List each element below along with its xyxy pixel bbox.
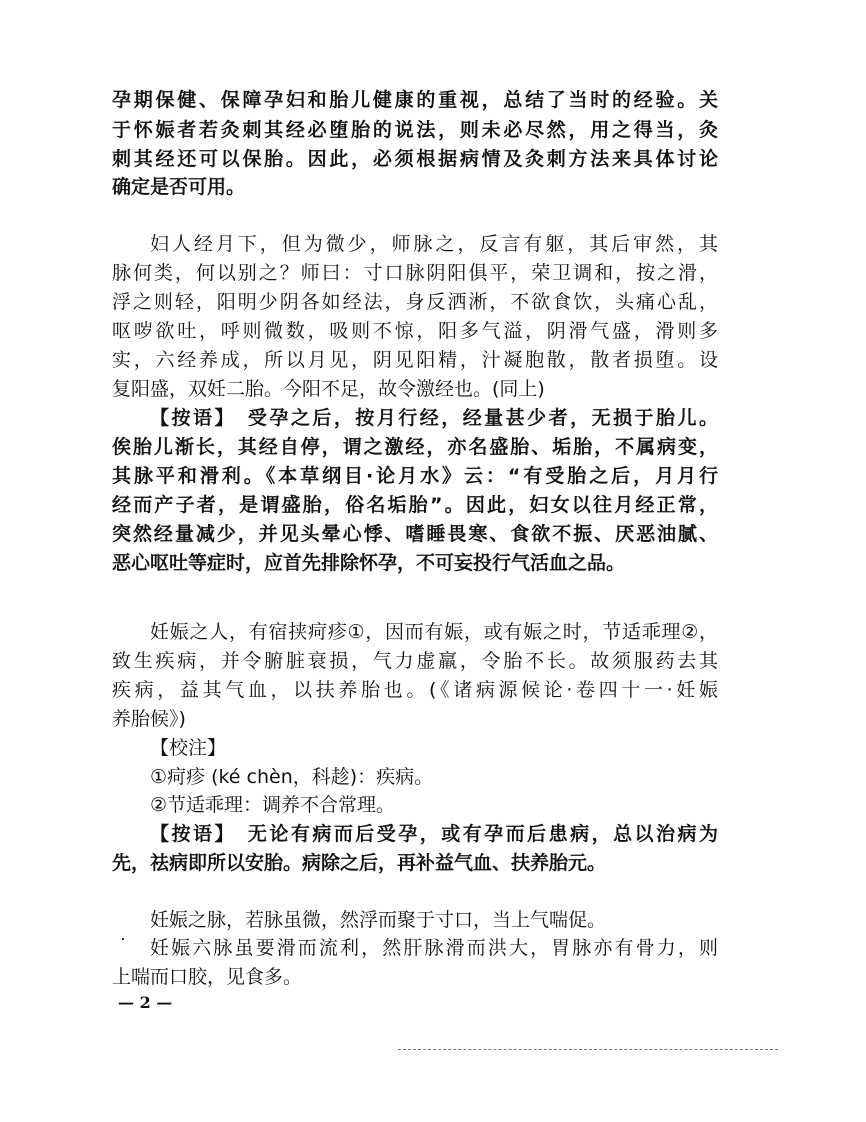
paragraph-2-line: 突然经量减少，并见头晕心悸、嗜睡畏寒、食欲不振、厌恶油腻、 bbox=[112, 523, 718, 545]
paragraph-3-line: 养胎候》) bbox=[112, 708, 186, 730]
paragraph-9-line: 上喘而口胶，见食多。 bbox=[112, 966, 303, 988]
paragraph-1-line: 妇人经月下，但为微少，师脉之，反言有躯，其后审然，其 bbox=[150, 233, 718, 255]
scan-artifact-line bbox=[398, 1049, 778, 1051]
paragraph-0-line: 孕期保健、保障孕妇和胎儿健康的重视，总结了当时的经验。关 bbox=[112, 89, 718, 111]
paragraph-1-line: 实，六经养成，所以月见，阴见阳精，汁凝胞散，散者损堕。设 bbox=[112, 349, 718, 371]
paragraph-2-line: 经而产子者，是谓盛胎，俗名垢胎”。因此，妇女以往月经正常， bbox=[112, 494, 718, 516]
paragraph-0-line: 刺其经还可以保胎。因此，必须根据病情及灸刺方法来具体讨论 bbox=[112, 148, 718, 170]
paragraph-7-line: 先，祛病即所以安胎。病除之后，再补益气血、扶养胎元。 bbox=[112, 852, 607, 874]
paragraph-3-line: 疾病，益其气血，以扶养胎也。(《诸病源候论·卷四十一·妊娠 bbox=[112, 679, 718, 701]
page-number: — 2 — bbox=[118, 993, 173, 1012]
paragraph-2-line: 【按语】 受孕之后，按月行经，经量甚少者，无损于胎儿。 bbox=[150, 407, 718, 429]
paragraph-1-line: 呕哕欲吐，呼则微数，吸则不惊，阳多气溢，阴滑气盛，滑则多 bbox=[112, 320, 718, 342]
paragraph-2-line: 恶心呕吐等症时，应首先排除怀孕，不可妄投行气活血之品。 bbox=[112, 552, 626, 574]
paragraph-3-line: 致生疾病，并令腑脏衰损，气力虚羸，令胎不长。故须服药去其 bbox=[112, 650, 718, 672]
paragraph-1-line: 浮之则轻，阳明少阴各如经法，身反洒淅，不欲食饮，头痛心乱， bbox=[112, 291, 718, 313]
paragraph-6-line: ②节适乖理：调养不合常理。 bbox=[150, 794, 396, 816]
scan-speck bbox=[122, 938, 124, 940]
paragraph-2-line: 俟胎儿渐长，其经自停，谓之激经，亦名盛胎、垢胎，不属病变， bbox=[112, 436, 718, 458]
paragraph-9-line: 妊娠六脉虽要滑而流利，然肝脉滑而洪大，胃脉亦有骨力，则 bbox=[150, 937, 718, 959]
paragraph-0-line: 确定是否可用。 bbox=[112, 176, 246, 198]
paragraph-4-line: 【校注】 bbox=[150, 737, 227, 759]
paragraph-2-line: 其脉平和滑利。《本草纲目·论月水》云：“有受胎之后，月月行 bbox=[112, 465, 718, 487]
paragraph-3-line: 妊娠之人，有宿挟疴疹①，因而有娠，或有娠之时，节适乖理②， bbox=[150, 621, 718, 643]
paragraph-0-line: 于怀娠者若灸刺其经必堕胎的说法，则未必尽然，用之得当，灸 bbox=[112, 119, 718, 141]
paragraph-5-line: ①疴疹 (ké chèn，科趁)：疾病。 bbox=[150, 766, 434, 788]
paragraph-1-line: 脉何类，何以别之？师曰：寸口脉阴阳俱平，荣卫调和，按之滑， bbox=[112, 262, 718, 284]
paragraph-8-line: 妊娠之脉，若脉虽微，然浮而聚于寸口，当上气喘促。 bbox=[150, 909, 607, 931]
paragraph-1-line: 复阳盛，双妊二胎。今阳不足，故令激经也。(同上) bbox=[112, 378, 545, 400]
paragraph-7-line: 【按语】 无论有病而后受孕，或有孕而后患病，总以治病为 bbox=[150, 823, 718, 845]
